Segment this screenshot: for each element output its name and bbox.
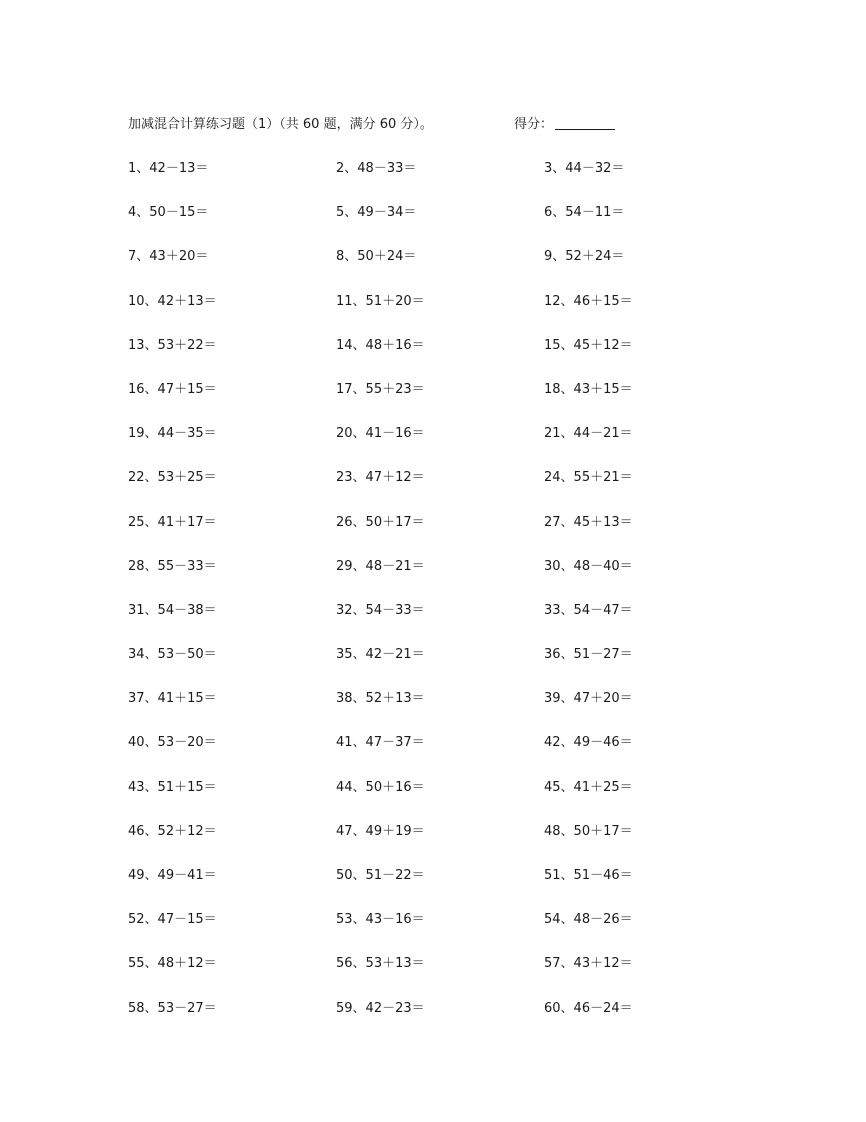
problem-item: 57、43＋12＝ [544, 956, 633, 972]
problem-item: 15、45＋12＝ [544, 337, 633, 353]
problem-item: 20、41－16＝ [336, 426, 425, 442]
problem-item: 1、42－13＝ [128, 161, 209, 176]
problem-item: 58、53－27＝ [128, 1000, 217, 1016]
score-field [514, 115, 615, 135]
problem-item: 56、53＋13＝ [336, 956, 425, 972]
problem-item: 27、45＋13＝ [544, 514, 633, 530]
problem-item: 45、41＋25＝ [544, 779, 633, 795]
problem-item: 50、51－22＝ [336, 868, 425, 883]
problem-item: 8、50＋24＝ [336, 249, 417, 265]
problem-item: 29、48－21＝ [336, 558, 425, 574]
problem-item: 13、53＋22＝ [128, 337, 217, 353]
problem-item: 34、53－50＝ [128, 647, 217, 663]
problem-item: 25、41＋17＝ [128, 514, 217, 530]
score-blank-line [555, 115, 615, 130]
problem-item: 24、55＋21＝ [544, 470, 633, 486]
problem-item: 9、52＋24＝ [544, 249, 625, 265]
problem-item: 48、50＋17＝ [544, 823, 633, 839]
problem-item: 21、44－21＝ [544, 426, 633, 442]
problem-item: 19、44－35＝ [128, 426, 217, 442]
problem-item: 28、55－33＝ [128, 558, 217, 574]
problem-item: 60、46－24＝ [544, 1000, 633, 1016]
problem-item: 46、52＋12＝ [128, 823, 217, 839]
problem-item: 5、49－34＝ [336, 205, 417, 221]
problem-item: 33、54－47＝ [544, 602, 633, 618]
problem-item: 41、47－37＝ [336, 735, 425, 751]
problem-item: 2、48－33＝ [336, 161, 417, 176]
problem-item: 31、54－38＝ [128, 602, 217, 618]
problem-item: 7、43＋20＝ [128, 249, 209, 265]
problem-item: 32、54－33＝ [336, 602, 425, 618]
worksheet-title: 加减混合计算练习题（1）（共 60 题，满分 60 分）。 [128, 117, 433, 132]
problem-item: 42、49－46＝ [544, 735, 633, 751]
problem-item: 40、53－20＝ [128, 735, 217, 751]
problem-item: 26、50＋17＝ [336, 514, 425, 530]
problem-item: 30、48－40＝ [544, 558, 633, 574]
problem-item: 4、50－15＝ [128, 205, 209, 221]
problem-item: 11、51＋20＝ [336, 293, 425, 309]
problem-item: 14、48＋16＝ [336, 337, 425, 353]
problem-item: 12、46＋15＝ [544, 293, 633, 309]
problem-item: 23、47＋12＝ [336, 470, 425, 486]
score-label: 得分： [514, 117, 554, 132]
worksheet-header [128, 115, 688, 135]
problem-item: 37、41＋15＝ [128, 691, 217, 707]
problem-item: 16、47＋15＝ [128, 381, 217, 397]
problem-item: 3、44－32＝ [544, 161, 625, 176]
problem-item: 59、42－23＝ [336, 1000, 425, 1016]
problem-item: 43、51＋15＝ [128, 779, 217, 795]
problem-grid [128, 158, 768, 1042]
problem-item: 47、49＋19＝ [336, 823, 425, 839]
problem-item: 53、43－16＝ [336, 912, 425, 928]
problem-item: 54、48－26＝ [544, 912, 633, 928]
problem-item: 6、54－11＝ [544, 205, 625, 221]
problem-item: 51、51－46＝ [544, 868, 633, 883]
problem-item: 55、48＋12＝ [128, 956, 217, 972]
problem-item: 49、49－41＝ [128, 868, 217, 883]
problem-item: 44、50＋16＝ [336, 779, 425, 795]
problem-item: 39、47＋20＝ [544, 691, 633, 707]
problem-item: 17、55＋23＝ [336, 381, 425, 397]
problem-item: 35、42－21＝ [336, 647, 425, 663]
problem-item: 10、42＋13＝ [128, 293, 217, 309]
problem-item: 52、47－15＝ [128, 912, 217, 928]
problem-item: 38、52＋13＝ [336, 691, 425, 707]
problem-item: 18、43＋15＝ [544, 381, 633, 397]
problem-item: 36、51－27＝ [544, 647, 633, 663]
problem-item: 22、53＋25＝ [128, 470, 217, 486]
